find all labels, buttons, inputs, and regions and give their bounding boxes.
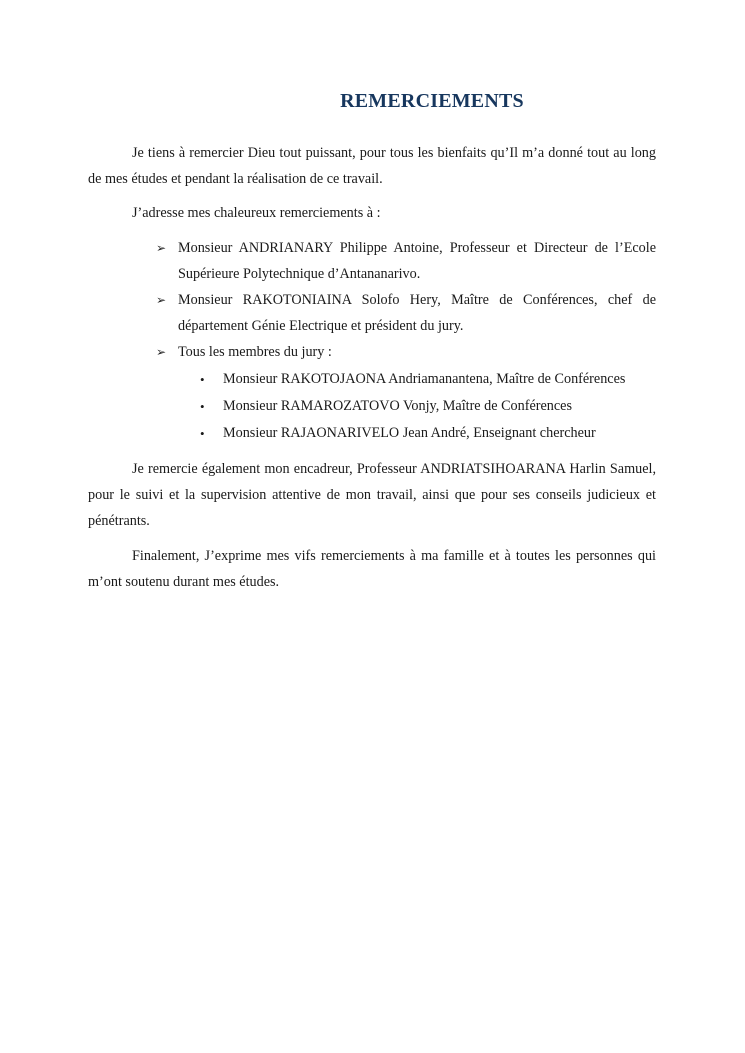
list-item — [88, 287, 656, 339]
jury-member-text: Monsieur RAMAROZATOVO Vonjy, Maître de Conférences — [223, 398, 572, 414]
dot-bullet-icon: • — [200, 426, 205, 441]
jury-member-text: Monsieur RAKOTOJAONA Andriamanantena, Maître de Conférences — [223, 371, 626, 387]
jury-member — [178, 393, 656, 420]
jury-member-text: Monsieur RAJAONARIVELO Jean André, Enseignant chercheur — [223, 425, 596, 441]
list-item — [88, 339, 656, 447]
list-item-text: Monsieur ANDRIANARY Philippe Antoine, Professeur et Directeur de l’Ecole Supérieure Polytechnique d’Antananarivo. — [178, 240, 656, 282]
list-item-text: Tous les membres du jury : — [178, 344, 332, 360]
list-item-text: Monsieur RAKOTONIAINA Solofo Hery, Maître de Conférences, chef de département Génie Electrique et président du jury. — [178, 292, 656, 334]
address-paragraph: J’adresse mes chaleureux remerciements à : — [132, 205, 381, 221]
dot-bullet-icon: • — [200, 372, 205, 387]
arrow-bullet-icon: ➢ — [156, 345, 167, 359]
arrow-bullet-icon: ➢ — [156, 293, 167, 307]
acknowledgement-list — [88, 235, 656, 447]
final-paragraph: Finalement, J’exprime mes vifs remerciements à ma famille et à toutes les personnes qui m’ont soutenu durant mes études. — [88, 548, 656, 590]
intro-paragraph: Je tiens à remercier Dieu tout puissant, pour tous les bienfaits qu’Il m’a donné tout au long de mes études et pendant la réalisation de ce travail. — [88, 145, 656, 187]
arrow-bullet-icon: ➢ — [156, 241, 167, 255]
dot-bullet-icon: • — [200, 399, 205, 414]
page-title: REMERCIEMENTS — [340, 90, 524, 112]
encadreur-paragraph: Je remercie également mon encadreur, Professeur ANDRIATSIHOARANA Harlin Samuel, pour le suivi et la supervision attentive de mon travail, ainsi que pour ses conseils judicieux et pénétrants. — [88, 461, 656, 529]
jury-list — [178, 366, 656, 447]
jury-member — [178, 420, 656, 447]
jury-member — [178, 366, 656, 393]
list-item — [88, 235, 656, 287]
